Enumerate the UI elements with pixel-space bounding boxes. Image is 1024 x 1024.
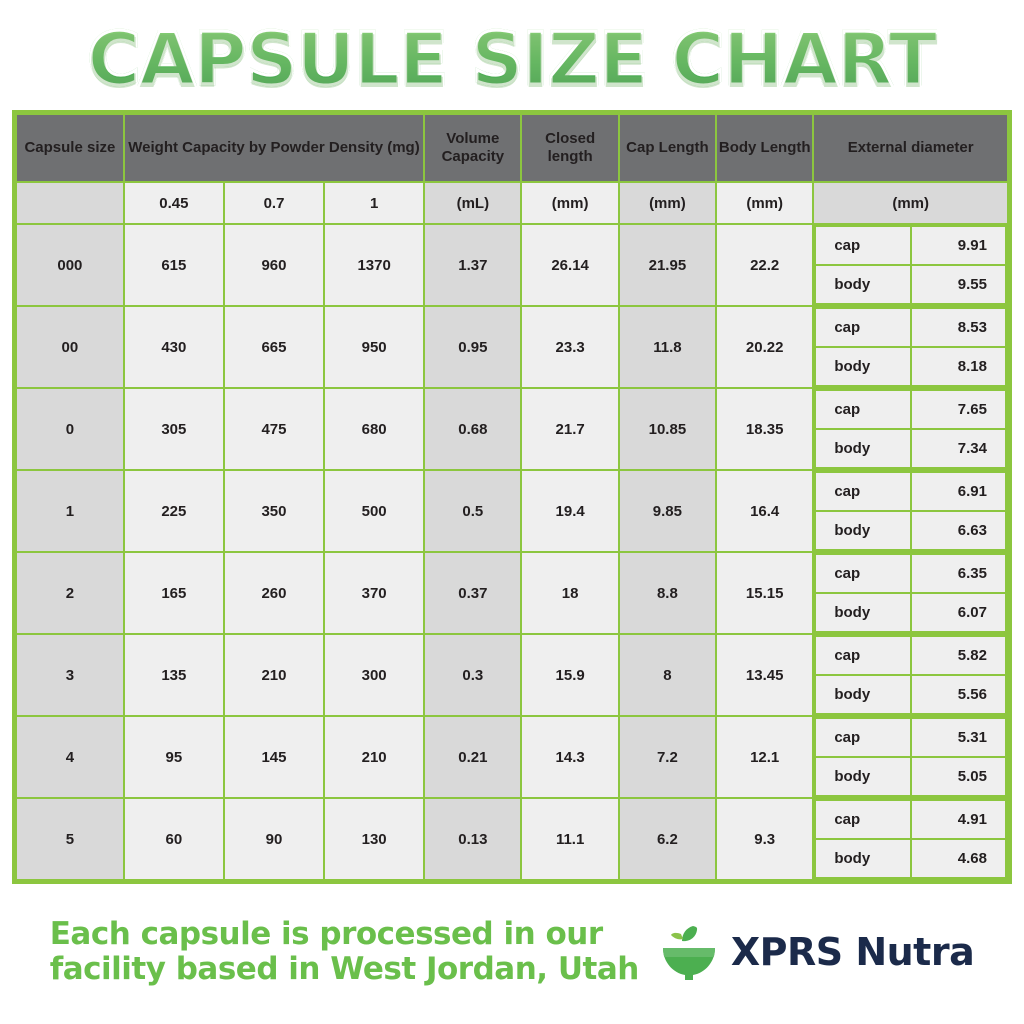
ext-cap-value: 5.31 [911, 718, 1006, 757]
cell-body-length: 13.45 [716, 634, 813, 716]
capsule-size-table [15, 113, 1009, 881]
subheader-closed-unit: (mm) [521, 182, 618, 224]
cell-d045: 225 [124, 470, 224, 552]
ext-body-value: 4.68 [911, 839, 1006, 878]
cell-closed: 15.9 [521, 634, 618, 716]
cell-d045: 95 [124, 716, 224, 798]
cell-size: 5 [16, 798, 124, 880]
cell-size: 1 [16, 470, 124, 552]
cell-d045: 60 [124, 798, 224, 880]
cell-d1: 300 [324, 634, 424, 716]
table-body [16, 224, 1008, 880]
subheader-blank [16, 182, 124, 224]
ext-cap-value: 7.65 [911, 390, 1006, 429]
ext-body-label: body [815, 511, 910, 550]
cell-volume: 1.37 [424, 224, 521, 306]
table-row [16, 552, 1008, 634]
cell-d1: 680 [324, 388, 424, 470]
cell-d1: 130 [324, 798, 424, 880]
cell-cap-length: 21.95 [619, 224, 716, 306]
cell-d045: 430 [124, 306, 224, 388]
cell-volume: 0.3 [424, 634, 521, 716]
table-header-row [16, 114, 1008, 182]
cell-volume: 0.21 [424, 716, 521, 798]
cell-size: 4 [16, 716, 124, 798]
header-cap-length: Cap Length [619, 114, 716, 182]
cell-body-length: 20.22 [716, 306, 813, 388]
brand-logo [657, 920, 974, 984]
cell-d1: 210 [324, 716, 424, 798]
subheader-density-07: 0.7 [224, 182, 324, 224]
cell-d045: 615 [124, 224, 224, 306]
cell-size: 00 [16, 306, 124, 388]
subheader-density-1: 1 [324, 182, 424, 224]
header-weight-capacity: Weight Capacity by Powder Density (mg) [124, 114, 424, 182]
ext-body-value: 8.18 [911, 347, 1006, 386]
ext-cap-value: 9.91 [911, 226, 1006, 265]
cell-d1: 500 [324, 470, 424, 552]
table-row [16, 634, 1008, 716]
cell-cap-length: 10.85 [619, 388, 716, 470]
cell-closed: 26.14 [521, 224, 618, 306]
table-row [16, 470, 1008, 552]
cell-cap-length: 7.2 [619, 716, 716, 798]
cell-d045: 165 [124, 552, 224, 634]
subheader-volume-unit: (mL) [424, 182, 521, 224]
cell-d07: 665 [224, 306, 324, 388]
table-row [16, 716, 1008, 798]
cell-d045: 135 [124, 634, 224, 716]
ext-cap-label: cap [815, 636, 910, 675]
cell-closed: 19.4 [521, 470, 618, 552]
ext-cap-value: 4.91 [911, 800, 1006, 839]
ext-body-label: body [815, 347, 910, 386]
cell-external-diameter [813, 470, 1008, 552]
subheader-body-unit: (mm) [716, 182, 813, 224]
cell-external-diameter [813, 552, 1008, 634]
ext-cap-label: cap [815, 226, 910, 265]
cell-size: 3 [16, 634, 124, 716]
cell-body-length: 22.2 [716, 224, 813, 306]
cell-d07: 350 [224, 470, 324, 552]
cell-cap-length: 6.2 [619, 798, 716, 880]
cell-d07: 90 [224, 798, 324, 880]
table-row [16, 224, 1008, 306]
cell-closed: 21.7 [521, 388, 618, 470]
ext-cap-value: 5.82 [911, 636, 1006, 675]
cell-external-diameter [813, 716, 1008, 798]
table-row [16, 306, 1008, 388]
ext-body-label: body [815, 429, 910, 468]
mortar-and-pestle-leaf-icon [657, 920, 721, 984]
ext-body-value: 6.63 [911, 511, 1006, 550]
table-row [16, 388, 1008, 470]
ext-cap-value: 6.91 [911, 472, 1006, 511]
ext-cap-label: cap [815, 390, 910, 429]
cell-body-length: 9.3 [716, 798, 813, 880]
ext-body-value: 7.34 [911, 429, 1006, 468]
ext-body-label: body [815, 757, 910, 796]
cell-d1: 950 [324, 306, 424, 388]
ext-cap-value: 8.53 [911, 308, 1006, 347]
cell-external-diameter [813, 798, 1008, 880]
subheader-external-unit: (mm) [813, 182, 1008, 224]
cell-size: 0 [16, 388, 124, 470]
capsule-size-table-frame [12, 110, 1012, 884]
header-body-length: Body Length [716, 114, 813, 182]
cell-volume: 0.68 [424, 388, 521, 470]
cell-d07: 145 [224, 716, 324, 798]
ext-body-label: body [815, 593, 910, 632]
footer-tagline-line2: facility based in West Jordan, Utah [49, 951, 639, 987]
cell-closed: 23.3 [521, 306, 618, 388]
cell-volume: 0.37 [424, 552, 521, 634]
cell-external-diameter [813, 388, 1008, 470]
ext-body-value: 9.55 [911, 265, 1006, 304]
cell-volume: 0.95 [424, 306, 521, 388]
cell-d07: 475 [224, 388, 324, 470]
cell-body-length: 16.4 [716, 470, 813, 552]
header-volume-capacity: Volume Capacity [424, 114, 521, 182]
cell-body-length: 15.15 [716, 552, 813, 634]
cell-external-diameter [813, 634, 1008, 716]
cell-volume: 0.5 [424, 470, 521, 552]
cell-cap-length: 8.8 [619, 552, 716, 634]
ext-body-label: body [815, 675, 910, 714]
cell-body-length: 12.1 [716, 716, 813, 798]
cell-d07: 960 [224, 224, 324, 306]
ext-body-label: body [815, 265, 910, 304]
cell-external-diameter [813, 306, 1008, 388]
subheader-density-045: 0.45 [124, 182, 224, 224]
subheader-cap-unit: (mm) [619, 182, 716, 224]
table-row [16, 798, 1008, 880]
page-title: CAPSULE SIZE CHART [87, 17, 937, 101]
ext-body-value: 5.56 [911, 675, 1006, 714]
header-closed-length: Closed length [521, 114, 618, 182]
cell-volume: 0.13 [424, 798, 521, 880]
cell-closed: 14.3 [521, 716, 618, 798]
ext-cap-value: 6.35 [911, 554, 1006, 593]
ext-cap-label: cap [815, 554, 910, 593]
cell-d1: 370 [324, 552, 424, 634]
cell-cap-length: 9.85 [619, 470, 716, 552]
header-capsule-size: Capsule size [16, 114, 124, 182]
cell-closed: 18 [521, 552, 618, 634]
header-external-diameter: External diameter [813, 114, 1008, 182]
ext-cap-label: cap [815, 308, 910, 347]
cell-closed: 11.1 [521, 798, 618, 880]
ext-cap-label: cap [815, 800, 910, 839]
ext-body-value: 5.05 [911, 757, 1006, 796]
cell-cap-length: 11.8 [619, 306, 716, 388]
cell-d1: 1370 [324, 224, 424, 306]
page-title-container [0, 0, 1024, 110]
cell-body-length: 18.35 [716, 388, 813, 470]
footer-tagline [50, 917, 639, 986]
ext-body-value: 6.07 [911, 593, 1006, 632]
cell-d045: 305 [124, 388, 224, 470]
ext-cap-label: cap [815, 718, 910, 757]
table-subheader-row [16, 182, 1008, 224]
brand-name: XPRS Nutra [730, 930, 975, 974]
footer [0, 884, 1024, 1014]
ext-cap-label: cap [815, 472, 910, 511]
cell-size: 2 [16, 552, 124, 634]
ext-body-label: body [815, 839, 910, 878]
footer-tagline-line1: Each capsule is processed in our [49, 916, 603, 953]
cell-d07: 260 [224, 552, 324, 634]
cell-cap-length: 8 [619, 634, 716, 716]
cell-d07: 210 [224, 634, 324, 716]
cell-external-diameter [813, 224, 1008, 306]
cell-size: 000 [16, 224, 124, 306]
